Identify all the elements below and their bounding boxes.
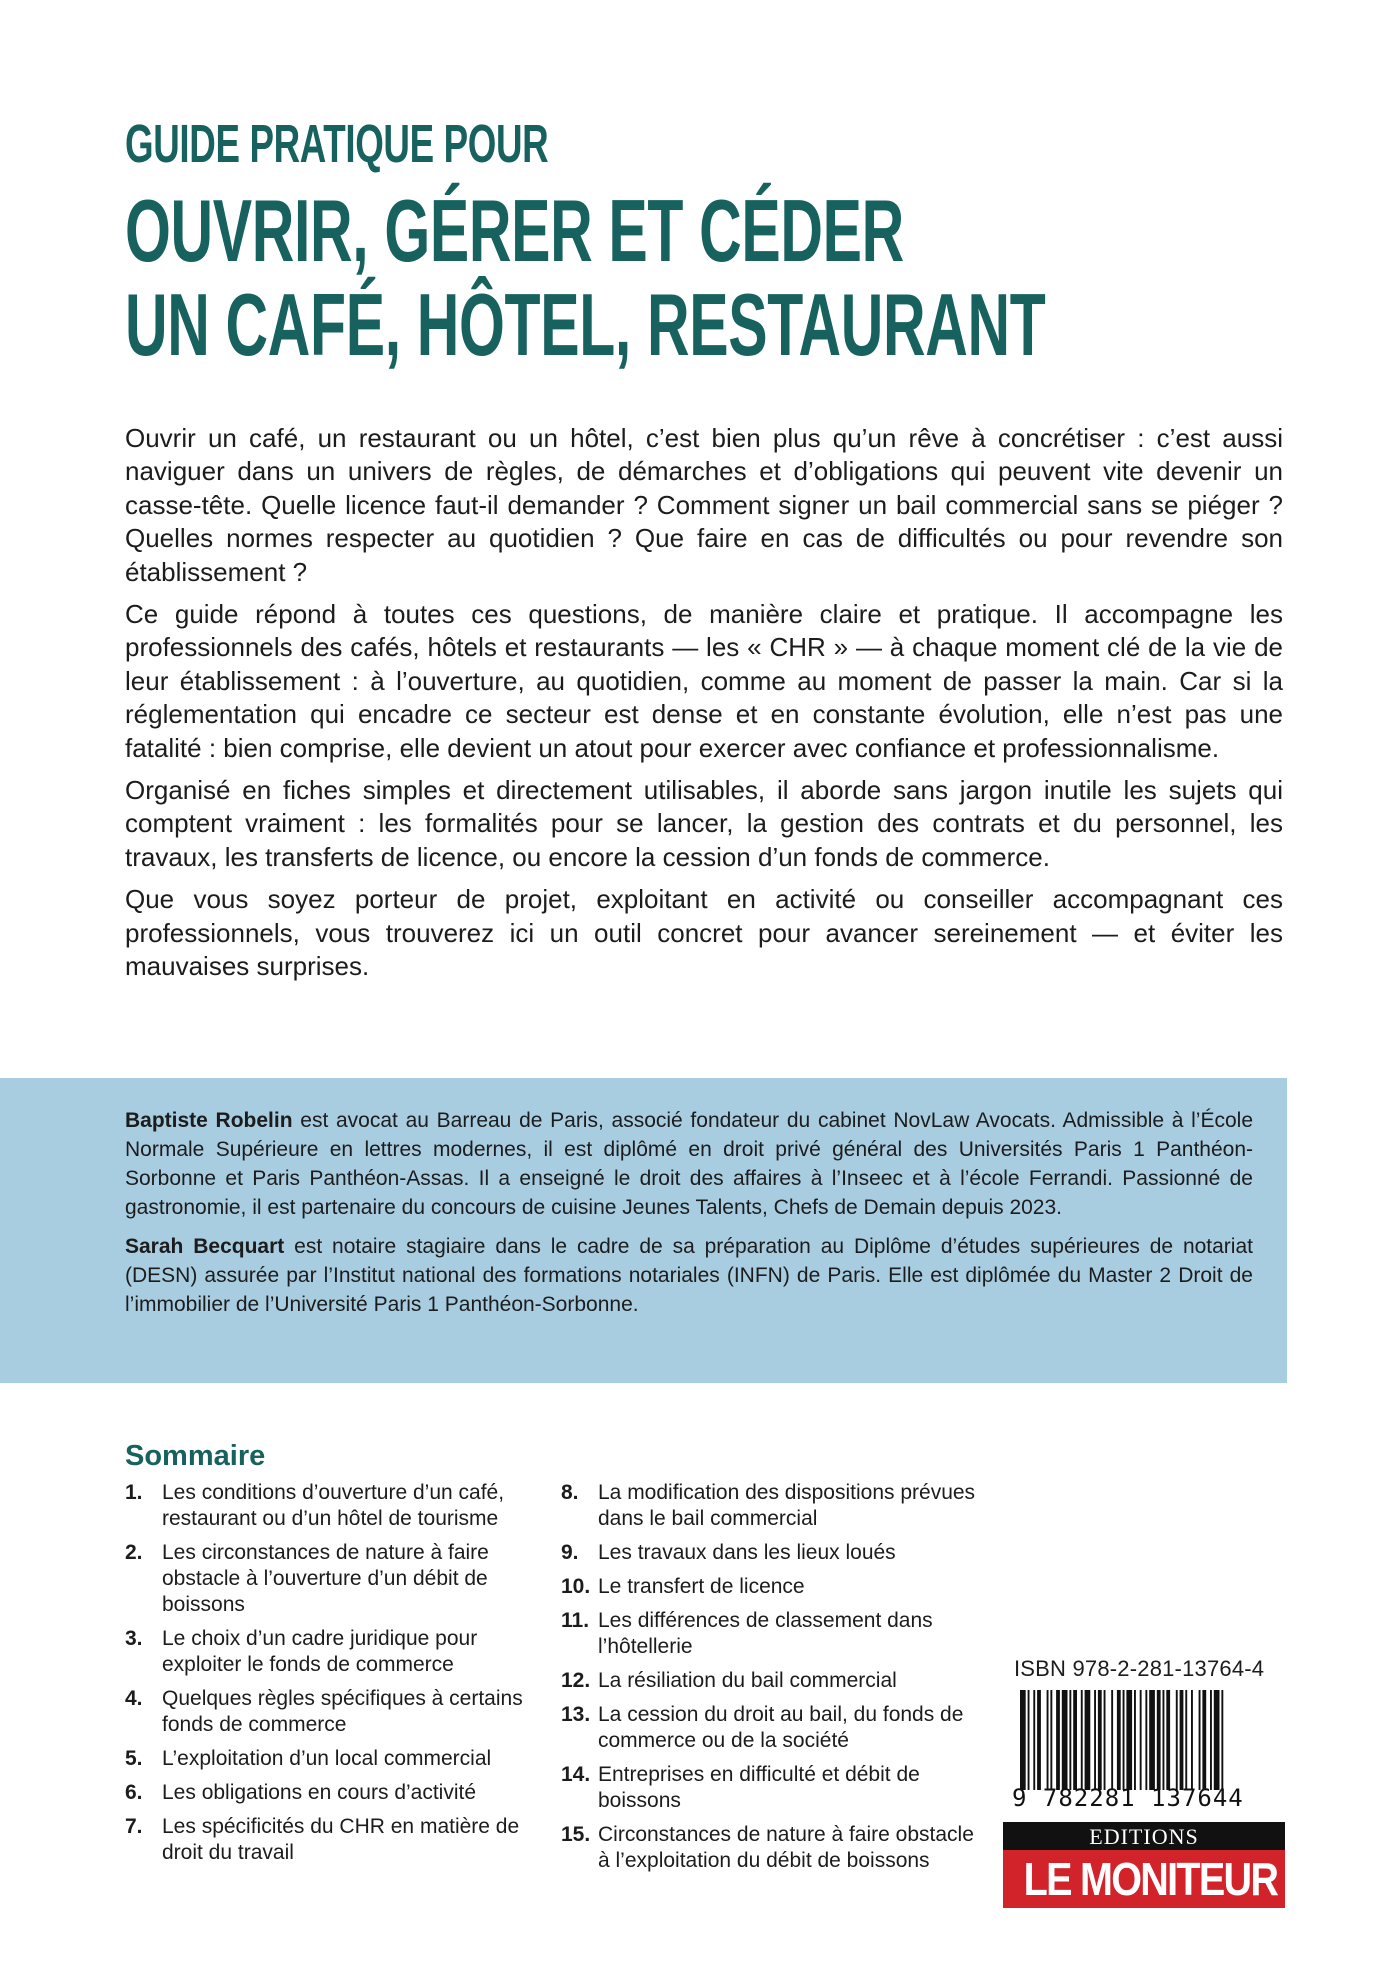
toc-column-2 [561, 1480, 981, 1882]
intro-paragraph: Ce guide répond à toutes ces questions, de manière claire et pratique. Il accompagne les professionnels des cafés, hôtels et restaurants — les « CHR » — à chaque moment clé de la vie de leur établissement : à l’ouverture, au quotidien, comme au moment de passer la main. Car si la réglementation qui encadre ce secteur est dense et en constante évolution, elle n’est pas une fatalité : bien comprise, elle devient un atout pour exercer avec confiance et professionnalisme. [125, 599, 1283, 763]
toc-item [125, 1814, 535, 1866]
author-bio [125, 1106, 1253, 1222]
barcode-digits: 9 782281 137644 [1012, 1784, 1244, 1812]
intro-paragraph: Que vous soyez porteur de projet, exploitant en activité ou conseiller accompagnant ces professionnels, vous trouverez ici un outil concret pour avancer sereinement — et éviter les mauvaises surprises. [125, 884, 1283, 982]
isbn-label: ISBN 978-2-281-13764-4 [1014, 1656, 1265, 1681]
toc-item [125, 1540, 535, 1618]
toc-item [561, 1574, 981, 1600]
toc-item [125, 1746, 535, 1772]
author-name: Sarah Becquart [125, 1235, 285, 1258]
intro-paragraph: Organisé en fiches simples et directement utilisables, il aborde sans jargon inutile les sujets qui comptent vraiment : les formalités pour se lancer, la gestion des contrats et du personnel, les travaux, les transferts de licence, ou encore la cession d’un fonds de commerce. [125, 775, 1283, 872]
publisher-logo-name [1003, 1850, 1285, 1908]
cover-kicker: GUIDE PRATIQUE POUR [125, 114, 549, 174]
toc-text: La cession du droit au bail, du fonds de commerce ou de la société [598, 1703, 964, 1752]
toc-number: 4. [125, 1687, 143, 1710]
toc-text: Le transfert de licence [598, 1575, 805, 1598]
toc-item [561, 1702, 981, 1754]
toc-number: 7. [125, 1815, 143, 1838]
toc-text: La modification des dispositions prévues dans le bail commercial [598, 1481, 976, 1530]
toc-text: Circonstances de nature à faire obstacle à l’exploitation du débit de boissons [598, 1823, 974, 1872]
author-bio-text: est notaire stagiaire dans le cadre de sa préparation au Diplôme d’études supérieures de notariat (DESN) assurée par l’Institut national des formations notariales (INFN) de Paris. Elle est diplômée du Master 2 Droit de l’immobilier de l’Université Paris 1 Panthéon-Sorbonne. [125, 1235, 1253, 1316]
toc-item [561, 1608, 981, 1660]
authors-box [0, 1078, 1287, 1383]
author-bio-text: est avocat au Barreau de Paris, associé fondateur du cabinet NovLaw Avocats. Admissible à l’École Normale Supérieure en lettres modernes, il est diplômé en droit privé général des Universités Paris 1 Panthéon-Sorbonne et Paris Panthéon-Assas. Il a enseigné le droit des affaires à l’Inseec et à l’école Ferrandi. Passionné de gastronomie, il est partenaire du concours de cuisine Jeunes Talents, Chefs de Demain depuis 2023. [125, 1109, 1253, 1219]
toc-column-1 [125, 1480, 535, 1874]
toc-item [561, 1668, 981, 1694]
toc-item [561, 1762, 981, 1814]
toc-number: 14. [561, 1763, 591, 1786]
toc-item [561, 1822, 981, 1874]
toc-number: 12. [561, 1669, 591, 1692]
toc-number: 2. [125, 1541, 143, 1564]
toc-text: Les circonstances de nature à faire obstacle à l’ouverture d’un débit de boissons [162, 1541, 489, 1616]
toc-text: Les spécificités du CHR en matière de droit du travail [162, 1815, 520, 1864]
cover-headline-line2: UN CAFÉ, HÔTEL, RESTAURANT [125, 275, 1046, 374]
toc-item [561, 1480, 981, 1532]
toc-text: La résiliation du bail commercial [598, 1669, 897, 1692]
toc-text: Les obligations en cours d’activité [162, 1781, 477, 1804]
toc-text: Le choix d’un cadre juridique pour exploiter le fonds de commerce [162, 1627, 478, 1676]
toc-number: 6. [125, 1781, 143, 1804]
toc-item [561, 1540, 981, 1566]
toc-item [125, 1686, 535, 1738]
author-name: Baptiste Robelin [125, 1109, 293, 1132]
toc-text: Les travaux dans les lieux loués [598, 1541, 896, 1564]
toc-item [125, 1480, 535, 1532]
toc-number: 13. [561, 1703, 591, 1726]
barcode-icon [1020, 1690, 1282, 1790]
publisher-logo-top: EDITIONS [1003, 1822, 1285, 1850]
toc-number: 3. [125, 1627, 143, 1650]
toc-text: Quelques règles spécifiques à certains fonds de commerce [162, 1687, 523, 1736]
toc-number: 9. [561, 1541, 579, 1564]
toc-text: Les conditions d’ouverture d’un café, restaurant ou d’un hôtel de tourisme [162, 1481, 505, 1530]
toc-number: 1. [125, 1481, 143, 1504]
toc-number: 10. [561, 1575, 591, 1598]
cover-headline-line1: OUVRIR, GÉRER ET CÉDER [125, 181, 904, 280]
toc-number: 15. [561, 1823, 591, 1846]
toc-item [125, 1780, 535, 1806]
intro-paragraph: Ouvrir un café, un restaurant ou un hôtel, c’est bien plus qu’un rêve à concrétiser : c’est aussi naviguer dans un univers de règles, de démarches et d’obligations qui peuvent vite devenir un casse-tête. Quelle licence faut-il demander ? Comment signer un bail commercial sans se piéger ? Quelles normes respecter au quotidien ? Que faire en cas de difficultés ou pour revendre son établissement ? [125, 423, 1283, 587]
toc-text: L’exploitation d’un local commercial [162, 1747, 492, 1770]
intro-text [125, 422, 1283, 993]
sommaire-title: Sommaire [125, 1440, 266, 1472]
toc-number: 11. [561, 1609, 590, 1632]
toc-text: Les différences de classement dans l’hôtellerie [598, 1609, 933, 1658]
cover-title-block [125, 112, 1285, 372]
author-bio [125, 1232, 1253, 1319]
publisher-logo [1003, 1822, 1285, 1908]
toc-text: Entreprises en difficulté et débit de boissons [598, 1763, 920, 1812]
toc-number: 5. [125, 1747, 143, 1770]
publisher-logo-name-text: LE MONITEUR [1023, 1853, 1278, 1905]
toc-number: 8. [561, 1481, 579, 1504]
toc-item [125, 1626, 535, 1678]
